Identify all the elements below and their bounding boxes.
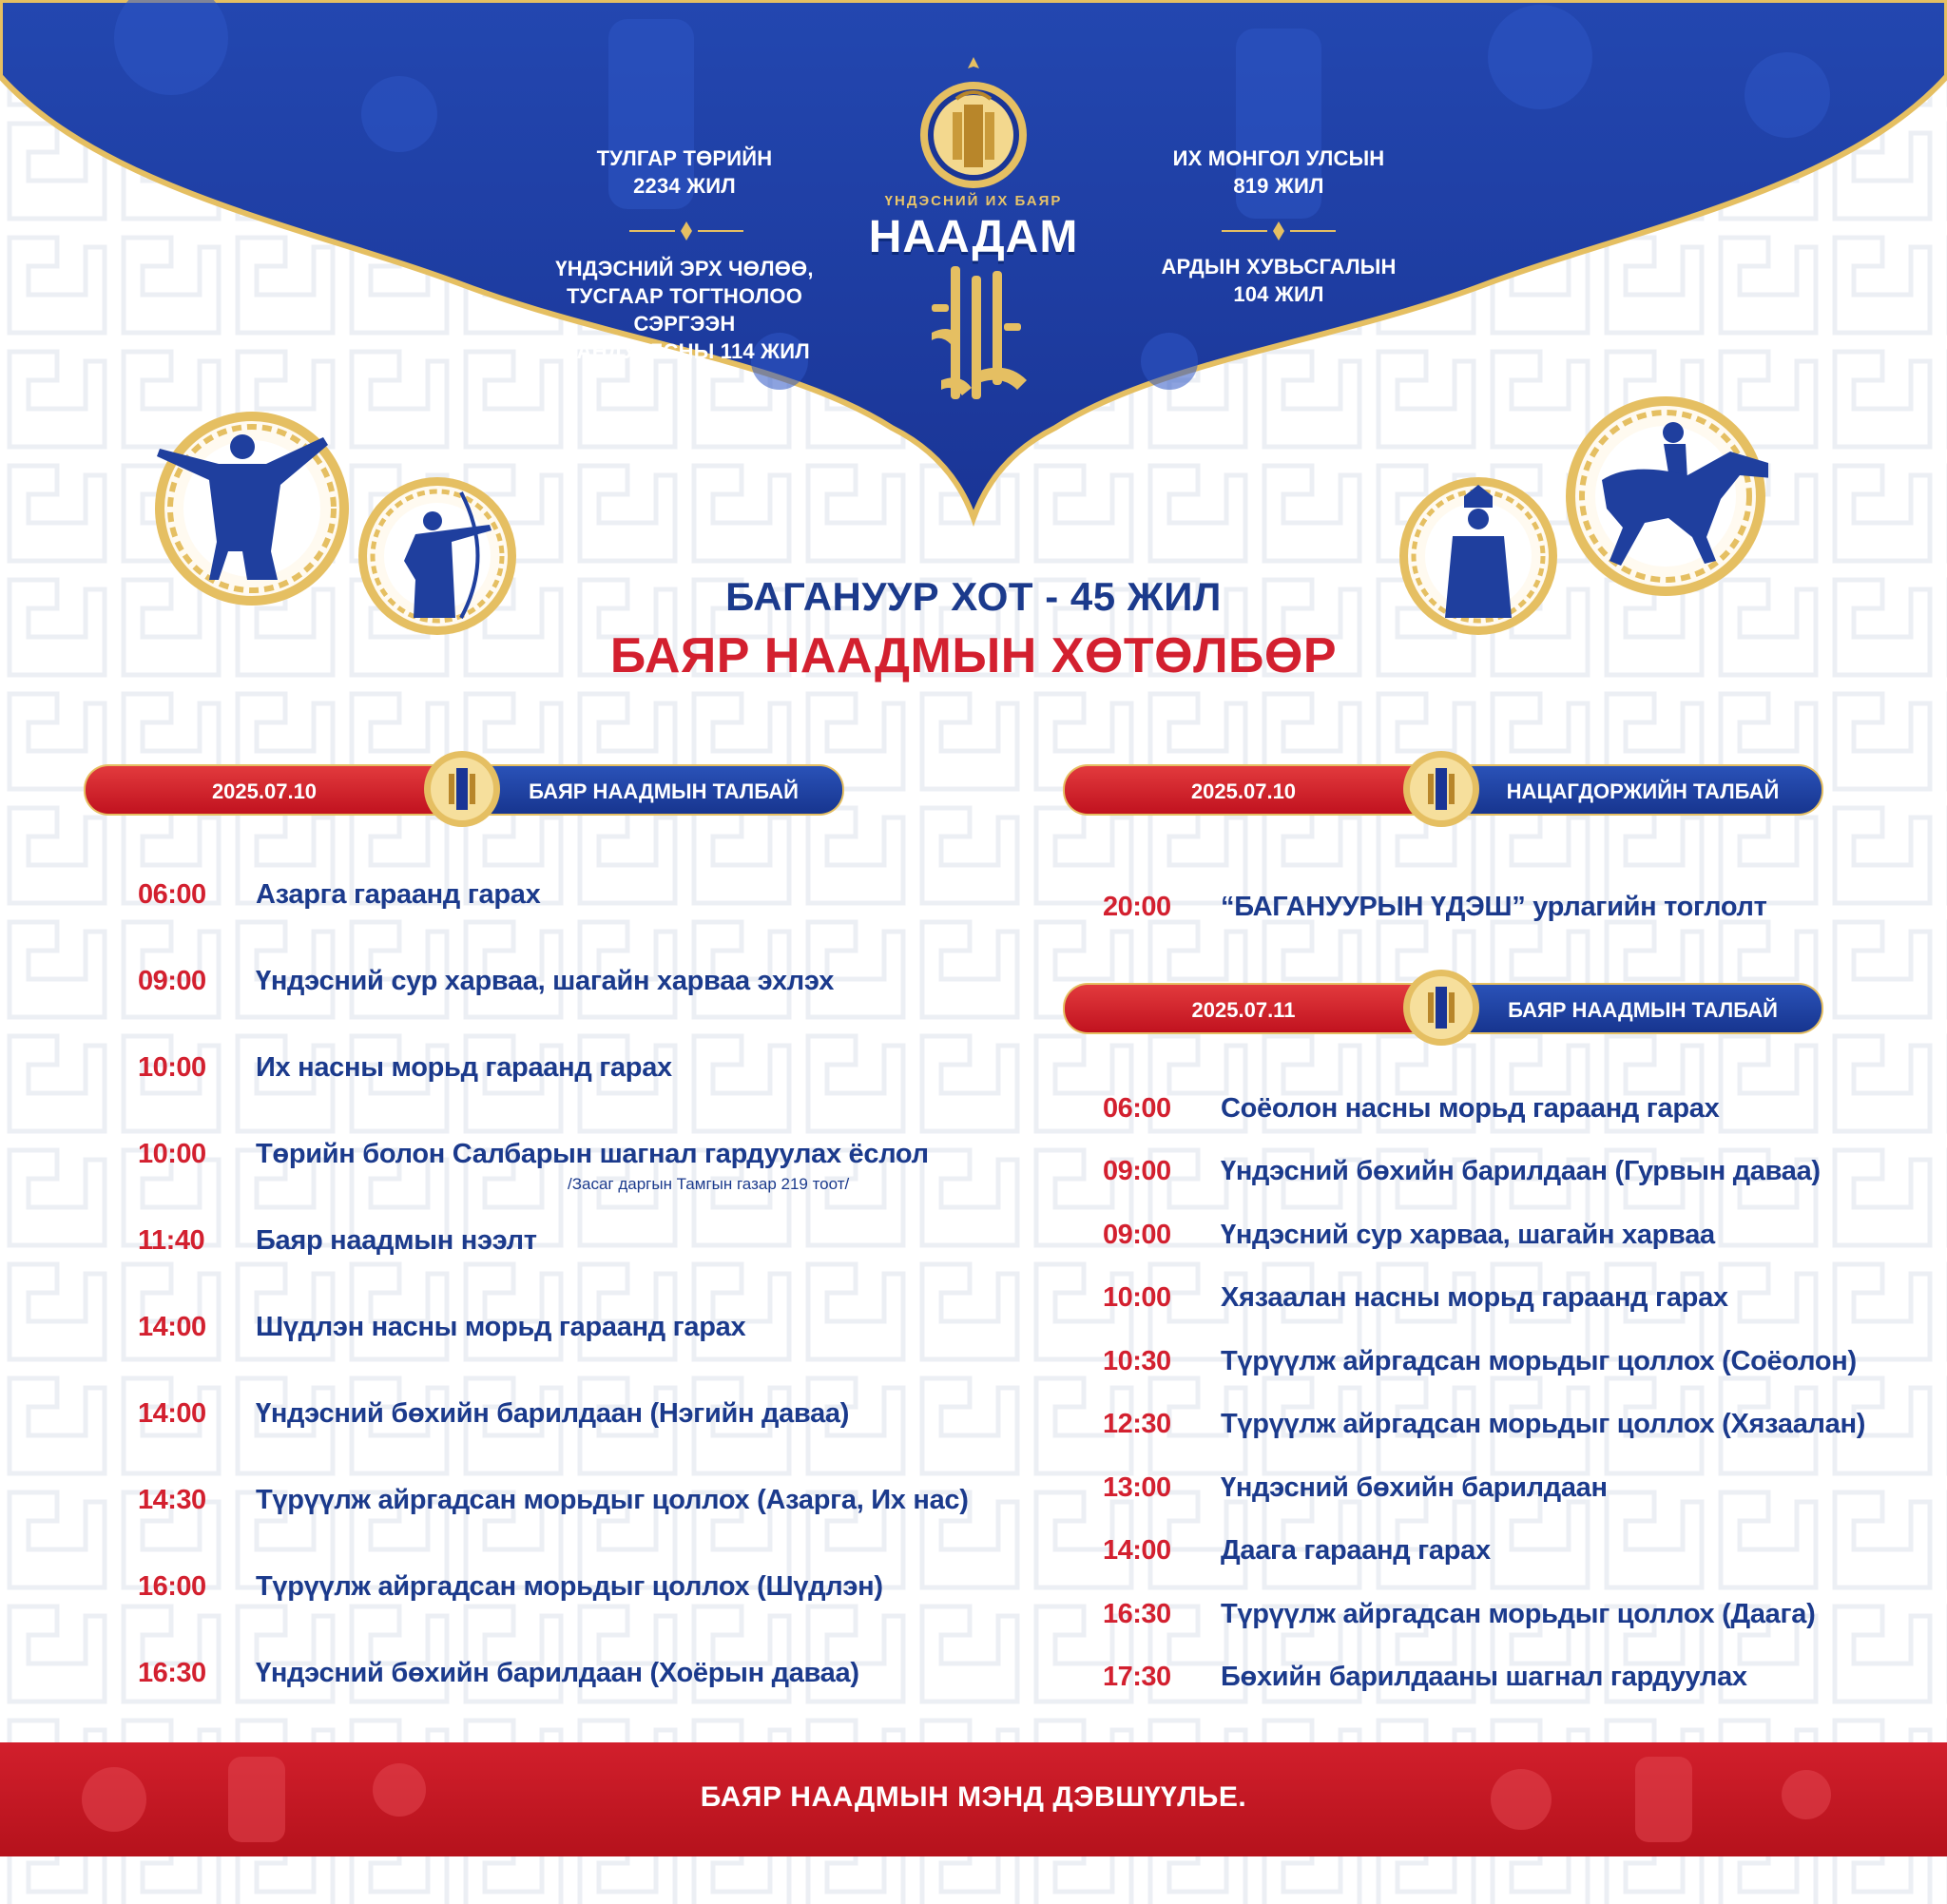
schedule-event: Түрүүлж айргадсан морьдыг цоллох (Шүдлэн)	[256, 1571, 883, 1602]
schedule-time: 12:30	[1103, 1409, 1171, 1439]
schedule-event: Азарга гараанд гарах	[256, 879, 541, 910]
date-banner-right-1	[1063, 757, 1823, 819]
seal-emblem-icon	[1401, 968, 1481, 1048]
schedule-event: Үндэсний сур харваа, шагайн харваа	[1221, 1220, 1715, 1250]
schedule-time: 06:00	[1103, 1093, 1171, 1124]
header-left-bottom	[532, 255, 837, 365]
schedule-event: Шүдлэн насны морьд гараанд гарах	[256, 1312, 746, 1342]
schedule-time: 11:40	[138, 1225, 205, 1256]
schedule-time: 20:00	[1103, 892, 1171, 922]
mongol-script-calligraphy-icon	[913, 266, 1036, 409]
schedule-time: 09:00	[1103, 1220, 1171, 1250]
date-banner-right-2	[1063, 975, 1823, 1038]
banner-date: 2025.07.10	[211, 779, 318, 803]
schedule-time: 06:00	[138, 879, 206, 910]
header-text-line: АРДЫН ХУВЬСГАЛЫН	[1161, 255, 1397, 279]
schedule-time: 14:00	[1103, 1535, 1171, 1566]
schedule-event: Баяр наадмын нээлт	[256, 1225, 537, 1256]
divider-ornament	[1222, 221, 1336, 240]
schedule-time: 16:30	[1103, 1599, 1171, 1629]
schedule-event: Түрүүлж айргадсан морьдыг цоллох (Хязаалан)	[1221, 1409, 1866, 1439]
schedule-time: 09:00	[138, 966, 206, 996]
schedule-event: Соёолон насны морьд гараанд гарах	[1221, 1093, 1720, 1124]
header-text-line: ИХ МОНГОЛ УЛСЫН	[1172, 146, 1385, 170]
header-right-top	[1131, 144, 1426, 200]
seal-emblem-icon	[422, 749, 502, 829]
header-text-line: МАНДУУЛСНЫ 114 ЖИЛ	[559, 339, 810, 363]
schedule-event: Үндэсний бөхийн барилдаан (Гурвын даваа)	[1221, 1156, 1821, 1186]
schedule-event: Төрийн болон Салбарын шагнал гардуулах ёслол	[256, 1139, 929, 1169]
schedule-event: Түрүүлж айргадсан морьдыг цоллох (Соёолон)	[1221, 1346, 1857, 1376]
header-text-line: 104 ЖИЛ	[1233, 282, 1324, 306]
page-title-program: БАЯР НААДМЫН ХӨТӨЛБӨР	[609, 628, 1338, 683]
footer-greeting: БАЯР НААДМЫН МЭНД ДЭВШҮҮЛЬЕ.	[700, 1781, 1247, 1813]
emblem-subtitle: ҮНДЭСНИЙ ИХ БАЯР	[884, 193, 1063, 209]
schedule-time: 10:00	[138, 1052, 206, 1083]
schedule-event: Үндэсний бөхийн барилдаан (Хоёрын даваа)	[256, 1658, 859, 1688]
banner-place: БАЯР НААДМЫН ТАЛБАЙ	[1508, 998, 1778, 1022]
schedule-time: 16:30	[138, 1658, 206, 1688]
schedule-event: Бөхийн барилдааны шагнал гардуулах	[1221, 1662, 1747, 1692]
header-text-line: ҮНДЭСНИЙ ЭРХ ЧӨЛӨӨ,	[555, 257, 814, 280]
schedule-time: 10:30	[1103, 1346, 1171, 1376]
schedule-time: 16:00	[138, 1571, 206, 1602]
schedule-time: 10:00	[138, 1139, 206, 1169]
page-title-city: БАГАНУУР ХОТ - 45 ЖИЛ	[725, 574, 1222, 619]
banner-place: БАЯР НААДМЫН ТАЛБАЙ	[529, 779, 799, 803]
banner-date: 2025.07.11	[1191, 998, 1296, 1022]
header-text-line: 2234 ЖИЛ	[633, 174, 736, 198]
schedule-event: Түрүүлж айргадсан морьдыг цоллох (Даага)	[1221, 1599, 1816, 1629]
header-text-line: ТУСГААР ТОГТНОЛОО СЭРГЭЭН	[566, 284, 803, 336]
seal-emblem-icon	[1401, 749, 1481, 829]
header-text-line: 819 ЖИЛ	[1233, 174, 1324, 198]
schedule-event: Хязаалан насны морьд гараанд гарах	[1221, 1282, 1728, 1313]
schedule-time: 13:00	[1103, 1472, 1171, 1503]
divider-ornament	[629, 221, 743, 240]
schedule-time: 14:00	[138, 1398, 206, 1429]
schedule-event: Үндэсний бөхийн барилдаан	[1221, 1472, 1608, 1503]
banner-date: 2025.07.10	[1190, 779, 1297, 803]
schedule-event: Даага гараанд гарах	[1221, 1535, 1491, 1566]
schedule-event: “БАГАНУУРЫН ҮДЭШ” урлагийн тоглолт	[1221, 892, 1767, 922]
horse-rider-medallion-icon	[1564, 394, 1768, 599]
schedule-time: 14:30	[138, 1485, 206, 1515]
schedule-event: Үндэсний сур харваа, шагайн харваа эхлэх	[256, 966, 835, 996]
schedule-time: 14:00	[138, 1312, 206, 1342]
header-right-bottom	[1131, 253, 1426, 308]
schedule-time: 17:30	[1103, 1662, 1171, 1692]
header-text-line: ТУЛГАР ТӨРИЙН	[596, 146, 773, 170]
schedule-event: Их насны морьд гараанд гарах	[256, 1052, 672, 1083]
schedule-event: Үндэсний бөхийн барилдаан (Нэгийн даваа)	[256, 1398, 850, 1429]
soyombo-emblem-icon	[915, 57, 1032, 190]
banner-place: НАЦАГДОРЖИЙН ТАЛБАЙ	[1506, 779, 1780, 803]
schedule-time: 10:00	[1103, 1282, 1171, 1313]
schedule-time: 09:00	[1103, 1156, 1171, 1186]
emblem-title: НААДАМ	[868, 212, 1079, 262]
schedule-note: /Засаг даргын Тамгын газар 219 тоот/	[568, 1175, 850, 1193]
schedule-event: Түрүүлж айргадсан морьдыг цоллох (Азарга, Их нас)	[256, 1485, 969, 1515]
date-banner-left	[84, 757, 844, 819]
header-left-top	[561, 144, 808, 200]
